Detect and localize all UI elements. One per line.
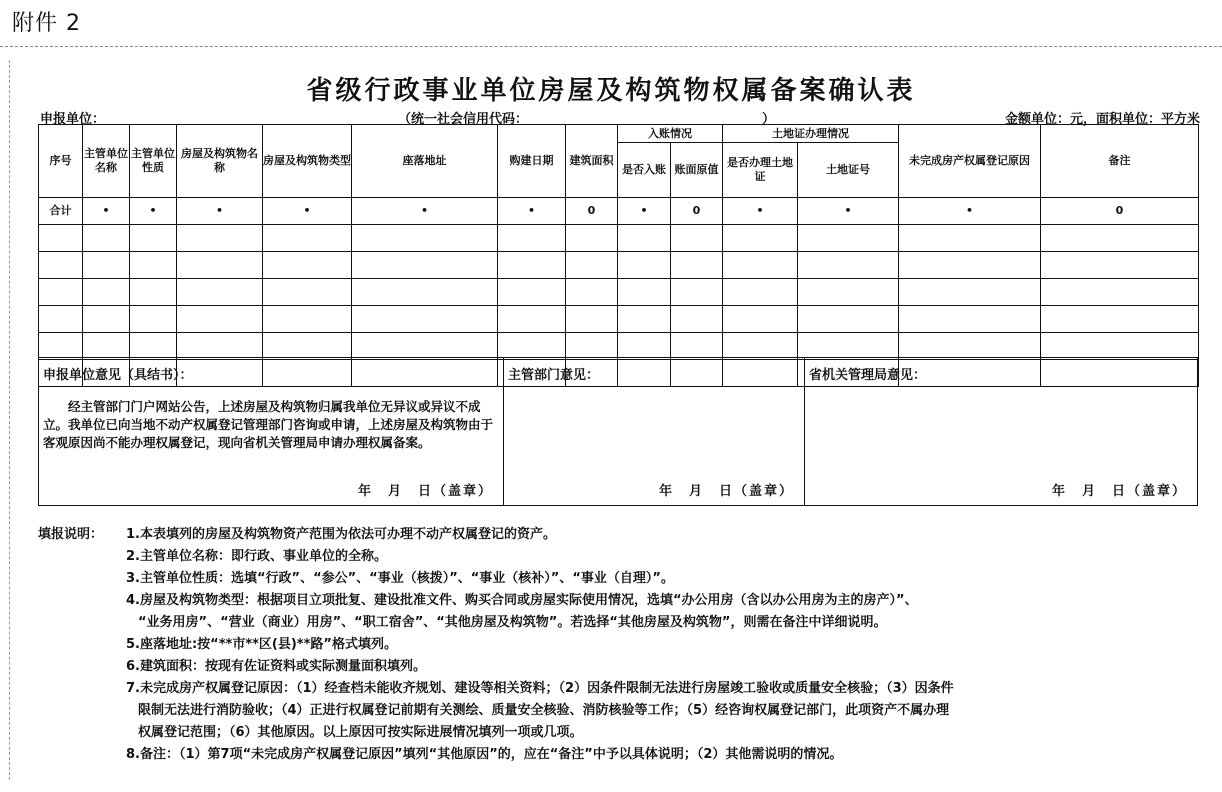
col-building-name: 房屋及构筑物名称 <box>177 125 263 198</box>
col-group-account: 入账情况 <box>618 125 723 143</box>
bureau-opinion-box <box>804 357 1198 506</box>
note-4b: “业务用房”、“营业（商业）用房”、“职工宿舍”、“其他房屋及构筑物”。若选择“其他房屋及构筑物”，则需在备注中详细说明。 <box>138 615 887 630</box>
note-2: 2.主管单位名称：即行政、事业单位的全称。 <box>126 549 387 564</box>
table-row <box>39 333 1199 360</box>
col-dept-name: 主管单位名称 <box>83 125 130 198</box>
note-7b: 限制无法进行消防验收；（4）正进行权属登记前期有关测绘、质量安全核验、消防核验等工作；（5）经咨询权属登记部门，此项资产不属办理 <box>138 703 950 718</box>
bureau-opinion-label: 省机关管理局意见： <box>809 368 927 383</box>
col-area: 建筑面积 <box>566 125 618 198</box>
note-6: 6.建筑面积：按现有佐证资料或实际测量面积填列。 <box>126 659 426 674</box>
total-cell: • <box>899 198 1041 225</box>
dept-opinion-label: 主管部门意见： <box>508 368 600 383</box>
reporting-opinion-label: 申报单位意见（具结书）： <box>43 368 193 383</box>
col-building-type: 房屋及构筑物类型 <box>263 125 352 198</box>
total-cell: • <box>498 198 566 225</box>
col-seq: 序号 <box>39 125 83 198</box>
col-group-land: 土地证办理情况 <box>723 125 899 143</box>
total-cell: • <box>130 198 177 225</box>
note-7a: 7.未完成房产权属登记原因：（1）经查档未能收齐规划、建设等相关资料；（2）因条件限制无法进行房屋竣工验收或质量安全核验；（3）因条件 <box>126 681 954 696</box>
note-5: 5.座落地址:按“**市**区(县)**路”格式填列。 <box>126 637 397 652</box>
col-land-cert-no: 土地证号 <box>798 143 899 198</box>
note-4a: 4.房屋及构筑物类型：根据项目立项批复、建设批准文件、购买合同或房屋实际使用情况，选填“办公用房（含以办公用房为主的房产）”、 <box>126 593 918 608</box>
dept-opinion-box <box>503 357 805 506</box>
total-cell: 0 <box>566 198 618 225</box>
total-cell: 0 <box>671 198 723 225</box>
total-cell: • <box>177 198 263 225</box>
dept-opinion-sign: 年 月 日（盖章） <box>658 484 794 499</box>
total-cell: • <box>352 198 498 225</box>
reporting-opinion-sign: 年 月 日（盖章） <box>357 484 493 499</box>
col-address: 座落地址 <box>352 125 498 198</box>
total-row <box>39 198 1199 225</box>
note-1: 1.本表填列的房屋及构筑物资产范围为依法可办理不动产权属登记的资产。 <box>126 527 556 542</box>
reporting-opinion-body: 经主管部门门户网站公告，上述房屋及构筑物归属我单位无异议或异议不成立。我单位已向当地不动产权属登记管理部门咨询或申请，上述房屋及构筑物由于客观原因尚不能办理权属登记，现向省机关管理局申请办理权属备案。 <box>43 399 494 450</box>
top-divider <box>0 46 1222 47</box>
col-remarks: 备注 <box>1041 125 1199 198</box>
table-row <box>39 252 1199 279</box>
col-is-recorded: 是否入账 <box>618 143 671 198</box>
total-cell: • <box>618 198 671 225</box>
table-row <box>39 279 1199 306</box>
total-cell: • <box>263 198 352 225</box>
bureau-opinion-sign: 年 月 日（盖章） <box>1051 484 1187 499</box>
note-3: 3.主管单位性质：选填“行政”、“参公”、“事业（核拨）”、“事业（核补）”、“事业（自理）”。 <box>126 571 674 586</box>
col-has-land-cert: 是否办理土地证 <box>723 143 798 198</box>
col-dept-nature: 主管单位性质 <box>130 125 177 198</box>
note-7c: 权属登记范围；（6）其他原因。以上原因可按实际进展情况填列一项或几项。 <box>138 725 583 740</box>
credit-code-end: ） <box>762 112 776 127</box>
total-cell: • <box>798 198 899 225</box>
units-label: 金额单位：元，面积单位：平方米 <box>1004 112 1200 127</box>
total-cell: • <box>723 198 798 225</box>
reporting-unit-label: 申报单位： <box>40 112 106 127</box>
col-book-value: 账面原值 <box>671 143 723 198</box>
attachment-label: 附件 2 <box>12 11 81 36</box>
notes-label: 填报说明： <box>38 527 104 542</box>
record-table <box>38 124 1199 387</box>
col-reason: 未完成房产权属登记原因 <box>899 125 1041 198</box>
col-purchase-date: 购建日期 <box>498 125 566 198</box>
total-cell: 合计 <box>39 198 83 225</box>
credit-code-label: （统一社会信用代码： <box>398 112 529 127</box>
filling-instructions <box>38 524 1208 766</box>
note-8: 8.备注：（1）第7项“未完成房产权属登记原因”填列“其他原因”的，应在“备注”中予以具体说明；（2）其他需说明的情况。 <box>126 747 843 762</box>
table-row <box>39 225 1199 252</box>
reporting-unit-opinion-box <box>38 357 504 506</box>
table-row <box>39 306 1199 333</box>
form-title: 省级行政事业单位房屋及构筑物权属备案确认表 <box>306 76 916 106</box>
total-cell: • <box>83 198 130 225</box>
left-margin-line <box>9 60 10 780</box>
total-cell: 0 <box>1041 198 1199 225</box>
